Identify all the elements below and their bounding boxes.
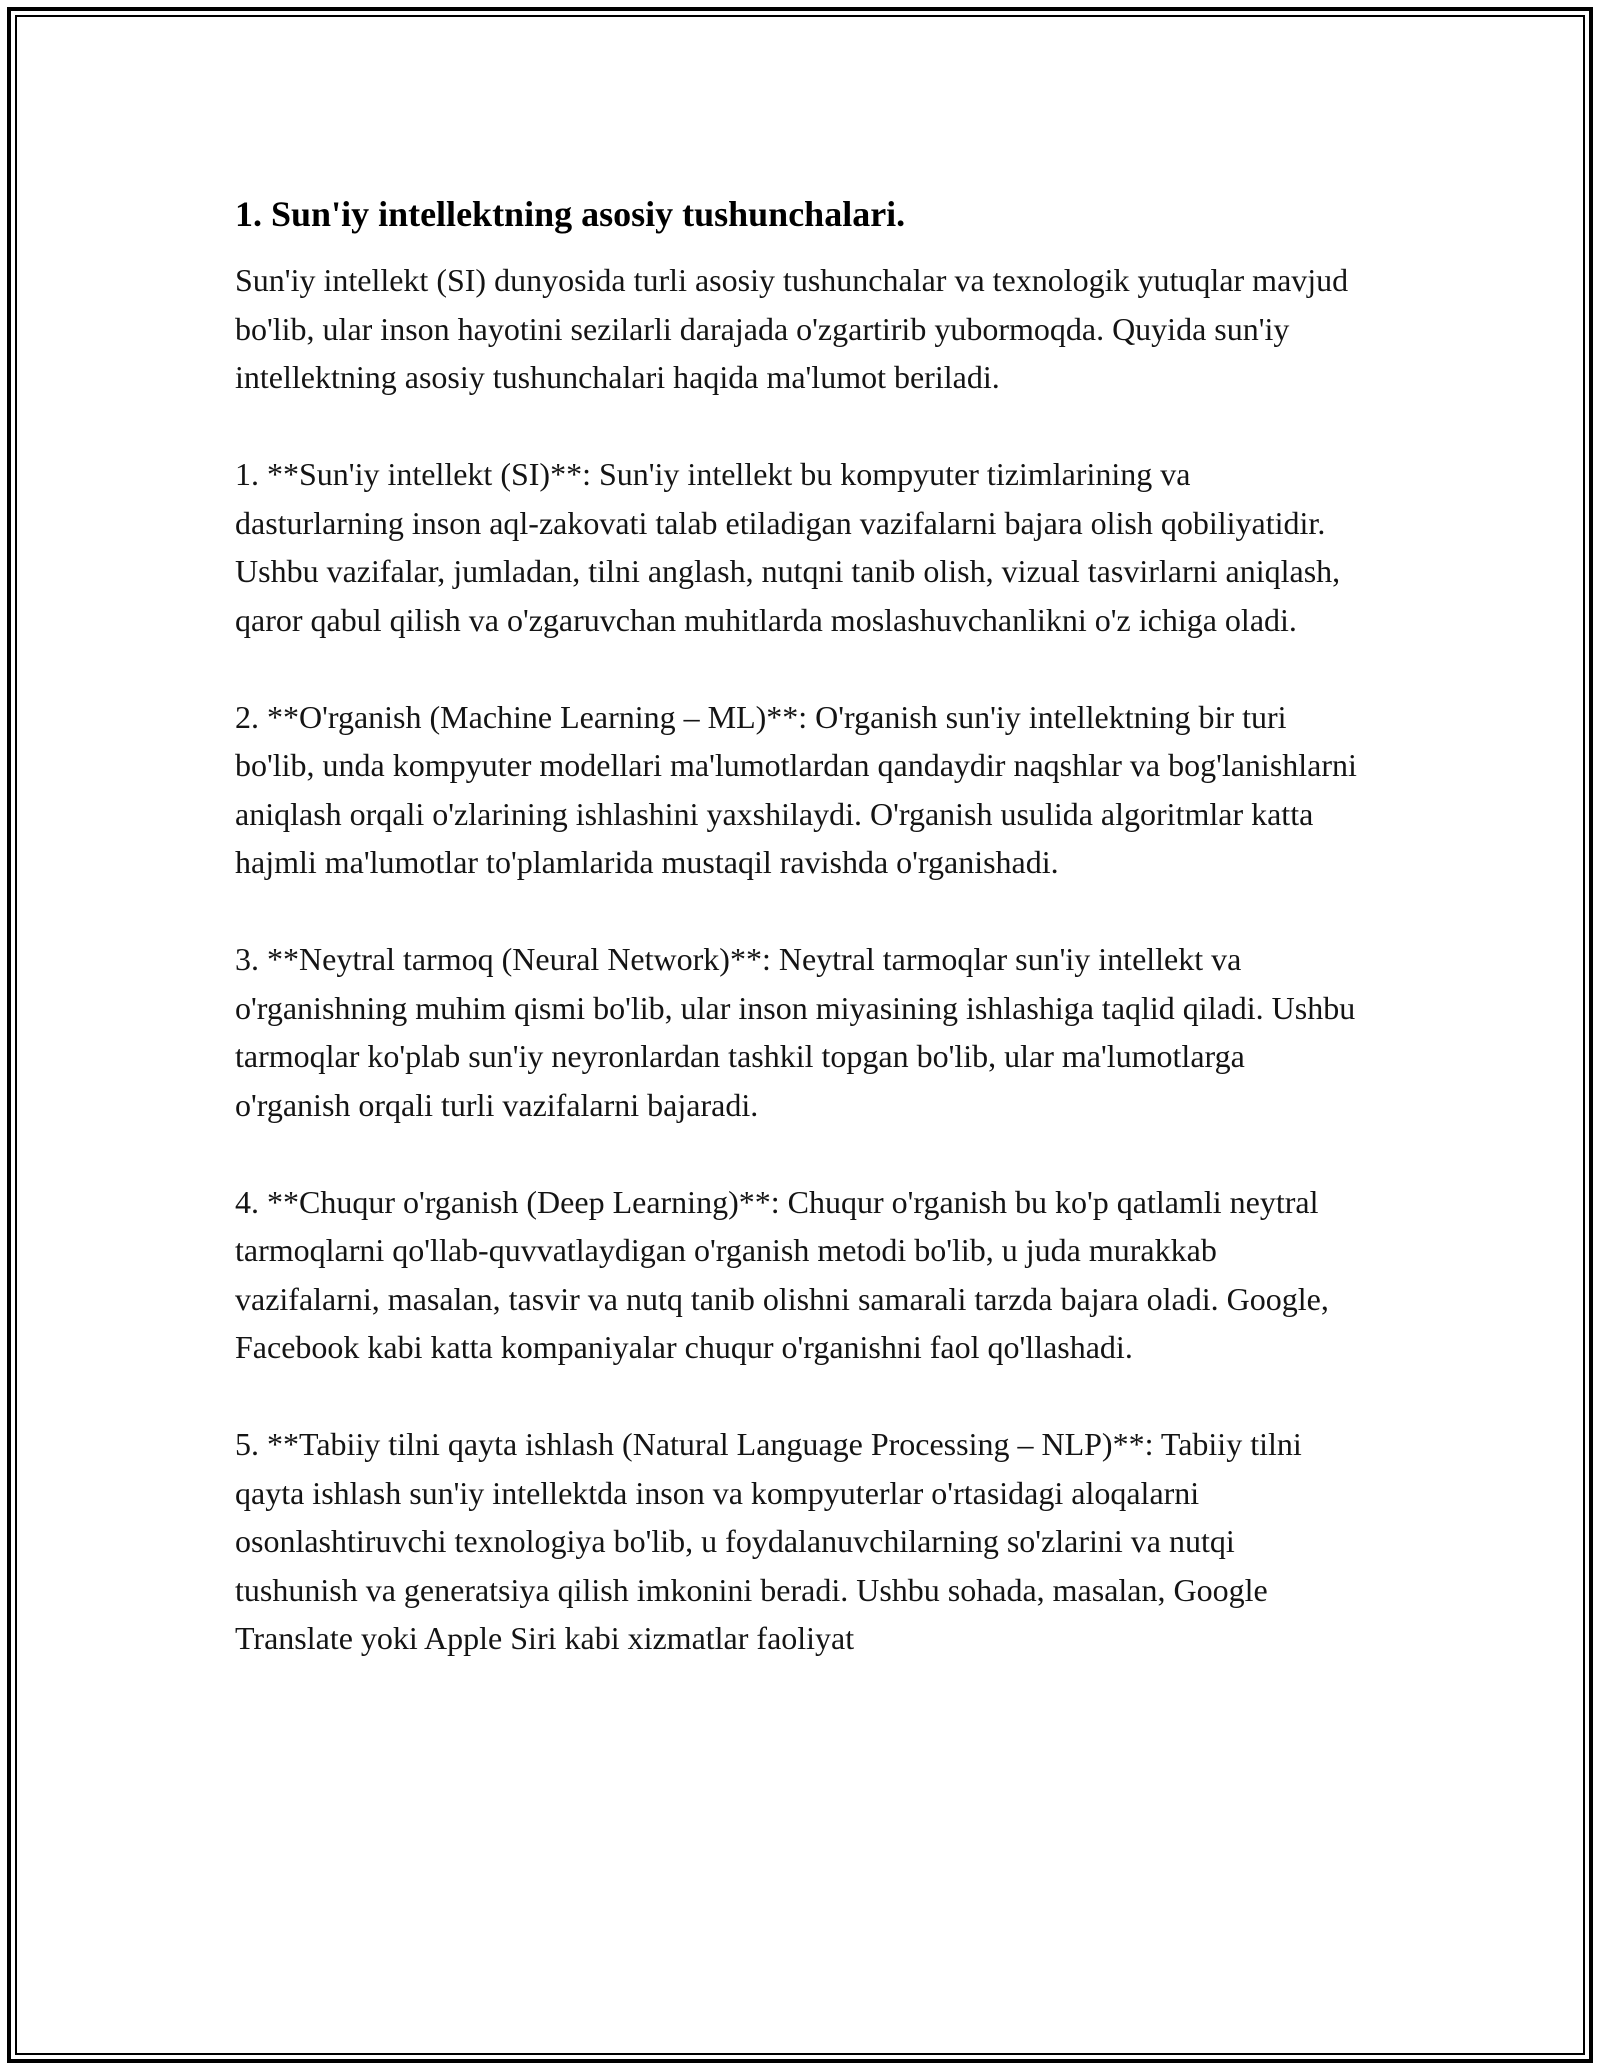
list-item-ai: 1. **Sun'iy intellekt (SI)**: Sun'iy intellekt bu kompyuter tizimlarining va dasturlarning inson aql-zakovati talab etiladigan vazifalarni bajara olish qobiliyatidir. Ushbu vazifalar, jumladan, tilni anglash, nutqni tanib olish, vizual tasvirlarni aniqlash, qaror qabul qilish va o'zgaruvchan muhitlarda moslashuvchanlikni o'z ichiga oladi. (235, 456, 1341, 638)
intro-paragraph: Sun'iy intellekt (SI) dunyosida turli asosiy tushunchalar va texnologik yutuqlar mavjud bo'lib, ular inson hayotini sezilarli darajada o'zgartirib yubormoqda. Quyida sun'iy intellektning asosiy tushunchalari haqida ma'lumot beriladi. (235, 262, 1349, 395)
list-item-deep-learning: 4. **Chuqur o'rganish (Deep Learning)**: Chuqur o'rganish bu ko'p qatlamli neytral tarmoqlarni qo'llab-quvvatlaydigan o'rganish metodi bo'lib, u juda murakkab vazifalarni, masalan, tasvir va nutq tanib olishni samarali tarzda bajara oladi. Google, Facebook kabi katta kompaniyalar chuqur o'rganishni faol qo'llashadi. (235, 1183, 1329, 1365)
list-item-machine-learning: 2. **O'rganish (Machine Learning – ML)**: O'rganish sun'iy intellektning bir turi bo'lib, unda kompyuter modellari ma'lumotlardan qandaydir naqshlar va bog'lanishlarni aniqlash orqali o'zlarining ishlashini yaxshilaydi. O'rganish usulida algoritmlar katta hajmli ma'lumotlar to'plamlarida mustaqil ravishda o'rganishadi. (235, 698, 1357, 880)
list-item-nlp: 5. **Tabiiy tilni qayta ishlash (Natural Language Processing – NLP)**: Tabiiy tilni qayta ishlash sun'iy intellektda inson va kompyuterlar o'rtasidagi aloqalarni osonlashtiruvchi texnologiya bo'lib, u foydalanuvchilarning so'zlarini va nutqi tushunish va generatsiya qilish imkonini beradi. Ushbu sohada, masalan, Google Translate yoki Apple Siri kabi xizmatlar faoliyat (235, 1426, 1302, 1656)
document-body (235, 186, 1365, 1663)
list-item-neural-network: 3. **Neytral tarmoq (Neural Network)**: Neytral tarmoqlar sun'iy intellekt va o'rganishning muhim qismi bo'lib, ular inson miyasining ishlashiga taqlid qiladi. Ushbu tarmoqlar ko'plab sun'iy neyronlardan tashkil topgan bo'lib, ular ma'lumotlarga o'rganish orqali turli vazifalarni bajaradi. (235, 941, 1356, 1123)
section-heading: 1. Sun'iy intellektning asosiy tushunchalari. (235, 194, 906, 234)
